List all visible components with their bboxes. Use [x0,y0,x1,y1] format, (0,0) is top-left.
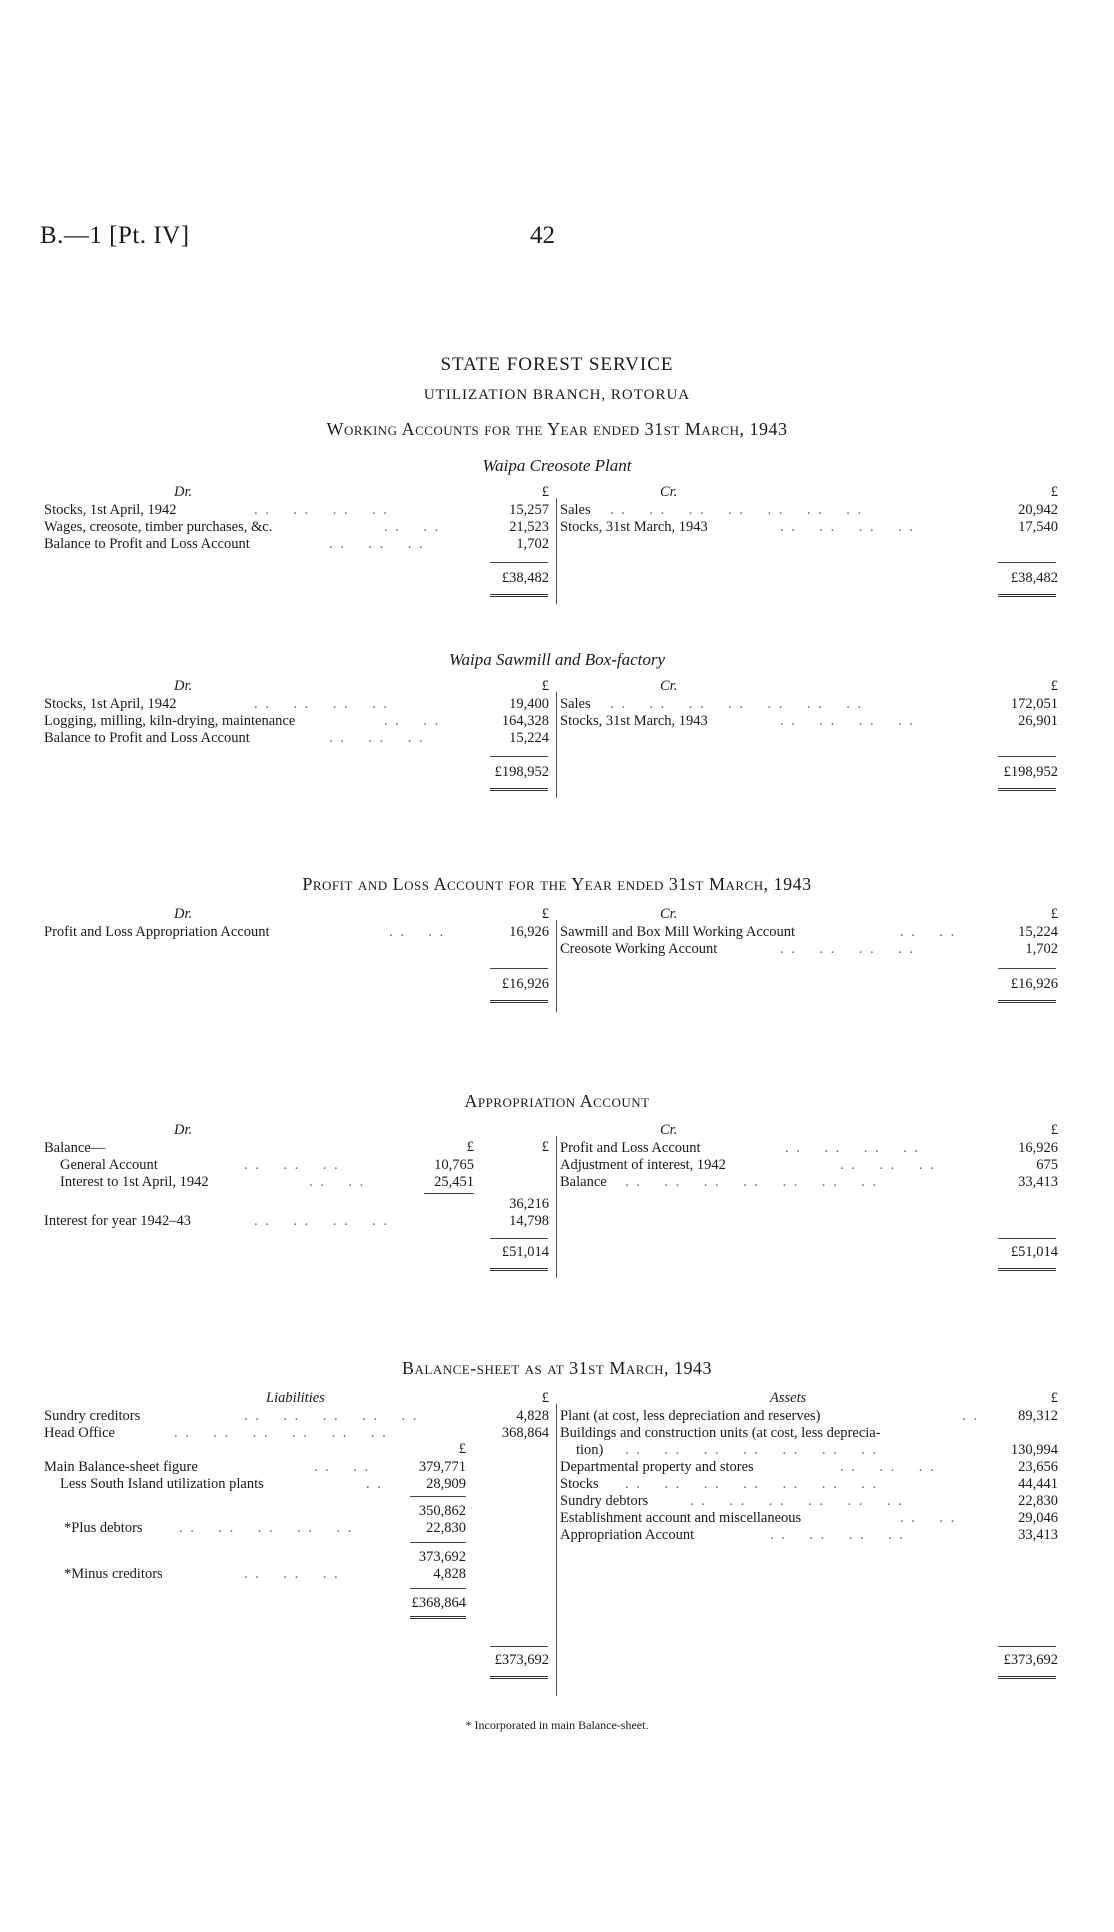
credit-heading: Cr. [660,906,678,922]
leader-dots: . . [366,1476,383,1492]
total-rule [490,1000,548,1003]
account-total: £16,926 [1010,976,1058,992]
subtotal-rule [490,1646,548,1647]
footnote: * Incorporated in main Balance-sheet. [465,1718,649,1732]
row-inner-amount: 350,862 [418,1503,466,1519]
total-rule [490,1676,548,1679]
pound-heading: £ [1050,1390,1058,1406]
row-label: Interest for year 1942–43 [44,1213,191,1229]
total-rule [490,1268,548,1271]
row-label: Sales [560,502,591,518]
total-rule [998,1268,1056,1271]
leader-dots: . . [962,1408,979,1424]
row-amount: 23,656 [1018,1459,1058,1475]
row-label: Logging, milling, kiln-drying, maintenance [44,713,296,729]
subtotal-rule [410,1588,466,1589]
row-amount: 15,224 [509,730,549,746]
row-amount: 20,942 [1018,502,1058,518]
leader-dots: . . . . . . . . . . [244,1408,419,1424]
row-label: General Account [60,1157,158,1173]
account-total: £16,926 [501,976,549,992]
total-rule [490,788,548,791]
sawmill-title: Waipa Sawmill and Box-factory [448,650,666,669]
row-amount: 1,702 [516,536,549,552]
leader-dots: . . . . [384,519,441,535]
column-divider [556,498,557,604]
pound-heading: £ [1050,906,1058,922]
subtotal-rule [998,756,1056,757]
row-amount: 4,828 [516,1408,549,1424]
row-label: Stocks [560,1476,599,1492]
pound-heading: £ [541,1390,549,1406]
pound-heading: £ [1050,484,1058,500]
working-accounts-title: Working Accounts for the Year ended 31st March, 1943 [326,419,788,439]
pound-heading: £ [541,678,549,694]
row-amount: 16,926 [509,924,549,940]
row-amount: 44,441 [1018,1476,1058,1492]
row-amount: 172,051 [1010,696,1058,712]
account-total: £373,692 [1003,1652,1058,1668]
credit-heading: Cr. [660,1122,678,1138]
subtotal-rule [490,756,548,757]
row-amount: 675 [1036,1157,1058,1173]
row-amount: 17,540 [1018,519,1058,535]
debit-heading: Dr. [174,906,193,922]
credit-heading: Cr. [660,484,678,500]
row-label: Sundry debtors [560,1493,649,1509]
column-divider [556,1136,557,1278]
row-amount: 368,864 [501,1425,549,1441]
leader-dots: . . . . . . . . . . . . . . [625,1174,879,1190]
leader-dots: . . . . . . . . [770,1527,905,1543]
profit-loss-title: Profit and Loss Account for the Year ended 31st March, 1943 [302,874,812,894]
debit-heading: Dr. [174,678,193,694]
leader-dots: . . . . [384,713,441,729]
row-label: Sundry creditors [44,1408,141,1424]
leader-dots: . . . . . . . . [780,713,915,729]
row-amount: 164,328 [501,713,549,729]
subtotal-rule [410,1496,466,1497]
row-label: Creosote Working Account [560,941,718,957]
pound-heading: £ [466,1139,474,1155]
total-rule [998,1000,1056,1003]
document-reference: B.—1 [Pt. IV] [40,222,190,249]
leader-dots: . . . . . . . . [780,941,915,957]
pound-heading: £ [1050,1122,1058,1138]
row-inner-amount: 10,765 [434,1157,474,1173]
row-label: Balance to Profit and Loss Account [44,536,250,552]
leader-dots: . . . . . . [840,1459,936,1475]
subtotal-rule [998,1238,1056,1239]
pound-heading: £ [541,906,549,922]
leader-dots: . . . . . . . . . . . . . . [610,502,864,518]
branch-title: UTILIZATION BRANCH, ROTORUA [423,387,691,403]
creosote-title: Waipa Creosote Plant [482,456,632,475]
leader-dots: . . . . . . . . . . . . [174,1425,388,1441]
row-inner-amount: £368,864 [411,1595,466,1611]
row-inner-amount: 4,828 [433,1566,466,1582]
subtotal-rule [490,1238,548,1239]
leader-dots: . . . . [314,1459,371,1475]
row-inner-amount: 22,830 [426,1520,466,1536]
row-amount: 15,224 [1018,924,1058,940]
leader-dots: . . . . [309,1174,366,1190]
leader-dots: . . . . . . . . . . . . . . [625,1476,879,1492]
subtotal-rule [998,562,1056,563]
leader-dots: . . . . . . . . [785,1140,920,1156]
row-amount: 22,830 [1018,1493,1058,1509]
liabilities-heading: Liabilities [266,1390,325,1406]
row-label: Stocks, 31st March, 1943 [560,713,708,729]
appropriation-account [44,1122,1064,1282]
row-label: Plant (at cost, less depreciation and reserves) [560,1408,821,1424]
debit-heading: Dr. [174,484,193,500]
account-total: £38,482 [1010,570,1058,586]
row-label: Balance— [44,1140,106,1156]
row-label: Head Office [44,1425,115,1441]
total-rule [998,1676,1056,1679]
balance-sheet [44,1390,1064,1700]
pound-heading: £ [541,484,549,500]
sawmill-account [44,678,1064,802]
account-total: £51,014 [501,1244,549,1260]
row-label: Departmental property and stores [560,1459,754,1475]
row-label: Balance to Profit and Loss Account [44,730,250,746]
row-label: Sales [560,696,591,712]
leader-dots: . . . . . . [329,536,425,552]
pound-heading: £ [541,1139,549,1155]
row-amount: 33,413 [1018,1174,1058,1190]
column-divider [556,692,557,798]
row-label: tion) [576,1442,604,1458]
row-amount: 89,312 [1018,1408,1058,1424]
total-rule [410,1616,466,1619]
row-amount: 1,702 [1025,941,1058,957]
row-amount: 16,926 [1018,1140,1058,1156]
leader-dots: . . . . . . [840,1157,936,1173]
row-label: Profit and Loss Account [560,1140,701,1156]
creosote-account [44,484,1064,608]
row-amount: 29,046 [1018,1510,1058,1526]
row-label: Profit and Loss Appropriation Account [44,924,270,940]
leader-dots: . . . . . . . . . . . . . . [625,1442,879,1458]
leader-dots: . . . . [900,1510,957,1526]
pound-heading: £ [1050,678,1058,694]
row-label: Stocks, 1st April, 1942 [44,502,177,518]
row-amount: 14,798 [509,1213,549,1229]
subtotal-rule [490,968,548,969]
subtotal-rule [410,1542,466,1543]
row-label: Establishment account and miscellaneous [560,1510,802,1526]
row-amount: 33,413 [1018,1527,1058,1543]
row-inner-amount: 379,771 [418,1459,466,1475]
page-number: 42 [530,222,555,249]
leader-dots: . . . . . . . . . . [179,1520,354,1536]
leader-dots: . . . . [900,924,957,940]
row-amount: 15,257 [509,502,549,518]
account-total: £38,482 [501,570,549,586]
account-total: £51,014 [1010,1244,1058,1260]
row-amount: 26,901 [1018,713,1058,729]
leader-dots: . . . . . . . . . . . . . . [610,696,864,712]
credit-heading: Cr. [660,678,678,694]
row-label: *Plus debtors [64,1520,143,1536]
row-label: Sawmill and Box Mill Working Account [560,924,795,940]
service-title: STATE FOREST SERVICE [440,354,674,375]
row-amount: 130,994 [1010,1442,1058,1458]
leader-dots: . . . . [389,924,446,940]
leader-dots: . . . . . . [244,1566,340,1582]
row-label: *Minus creditors [64,1566,163,1582]
leader-dots: . . . . . . . . [254,696,389,712]
row-label: Balance [560,1174,607,1190]
balance-sheet-title: Balance-sheet as at 31st March, 1943 [402,1358,712,1378]
appropriation-title: Appropriation Account [464,1091,650,1111]
row-label: Stocks, 31st March, 1943 [560,519,708,535]
debit-heading: Dr. [174,1122,193,1138]
subtotal-rule [998,968,1056,969]
column-divider [556,920,557,1012]
row-label: Interest to 1st April, 1942 [60,1174,209,1190]
row-label: Wages, creosote, timber purchases, &c. [44,519,273,535]
leader-dots: . . . . . . . . [254,1213,389,1229]
total-rule [490,594,548,597]
account-total: £198,952 [494,764,549,780]
row-label: Stocks, 1st April, 1942 [44,696,177,712]
subtotal-rule [424,1193,474,1194]
row-label: Main Balance-sheet figure [44,1459,198,1475]
account-total: £373,692 [494,1652,549,1668]
subtotal-rule [490,562,548,563]
total-rule [998,788,1056,791]
row-amount: 36,216 [509,1196,549,1212]
row-amount: 21,523 [509,519,549,535]
row-label: Appropriation Account [560,1527,695,1543]
row-inner-amount: 373,692 [418,1549,466,1565]
leader-dots: . . . . . . . . [780,519,915,535]
assets-heading: Assets [770,1390,807,1406]
total-rule [998,594,1056,597]
leader-dots: . . . . . . [329,730,425,746]
account-total: £198,952 [1003,764,1058,780]
row-inner-amount: 25,451 [434,1174,474,1190]
row-inner-amount: 28,909 [426,1476,466,1492]
leader-dots: . . . . . . . . [254,502,389,518]
row-label: Less South Island utilization plants [60,1476,264,1492]
pound-heading: £ [458,1441,466,1457]
profit-loss-account [44,906,1064,1016]
column-divider [556,1404,557,1696]
leader-dots: . . . . . . [244,1157,340,1173]
subtotal-rule [998,1646,1056,1647]
leader-dots: . . . . . . . . . . . . [690,1493,904,1509]
row-label: Buildings and construction units (at cost, less deprecia- [560,1425,881,1441]
row-amount: 19,400 [509,696,549,712]
row-label: Adjustment of interest, 1942 [560,1157,726,1173]
